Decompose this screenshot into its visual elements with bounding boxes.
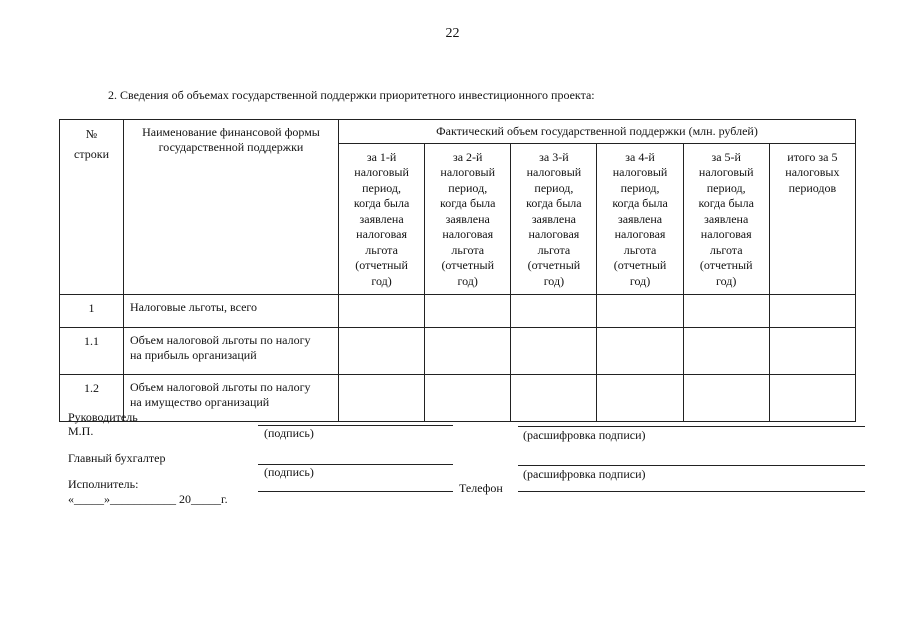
value-cell[interactable] xyxy=(425,375,511,422)
value-cell[interactable] xyxy=(769,328,855,375)
head-decode-caption: (расшифровка подписи) xyxy=(523,428,646,442)
value-cell[interactable] xyxy=(683,295,769,328)
value-cell[interactable] xyxy=(597,295,683,328)
value-cell[interactable] xyxy=(339,328,425,375)
value-cell[interactable] xyxy=(769,375,855,422)
page-number: 22 xyxy=(445,26,460,41)
value-cell[interactable] xyxy=(425,295,511,328)
header-period-3: за 3-й налоговый период, когда была заявлена налоговая льгота (отчетный год) xyxy=(511,143,597,294)
executor-label: Исполнитель: xyxy=(68,477,139,491)
head-decode-line[interactable] xyxy=(518,426,865,427)
value-cell[interactable] xyxy=(339,295,425,328)
header-period-4: за 4-й налоговый период, когда была заявлена налоговая льгота (отчетный год) xyxy=(597,143,683,294)
support-volume-table xyxy=(59,119,856,422)
accountant-decode-line[interactable] xyxy=(518,465,865,466)
value-cell[interactable] xyxy=(511,375,597,422)
header-period-2: за 2-й налоговый период, когда была заявлена налоговая льгота (отчетный год) xyxy=(425,143,511,294)
table-row: 1.1 Объем налоговой льготы по налогу на прибыль организаций xyxy=(60,328,856,375)
head-signature-caption: (подпись) xyxy=(264,426,314,440)
value-cell[interactable] xyxy=(683,375,769,422)
table-row: 1 Налоговые льготы, всего xyxy=(60,295,856,328)
header-period-6: итого за 5 налоговых периодов xyxy=(769,143,855,294)
value-cell[interactable] xyxy=(769,295,855,328)
chief-accountant-label: Главный бухгалтер xyxy=(68,451,166,465)
value-cell[interactable] xyxy=(511,295,597,328)
section-title: 2. Сведения об объемах государственной поддержки приоритетного инвестиционного проекта: xyxy=(108,88,595,102)
value-cell[interactable] xyxy=(597,328,683,375)
date-line[interactable]: «_____»___________ 20_____г. xyxy=(68,492,228,506)
header-period-1: за 1-й налоговый период, когда была заявлена налоговая льгота (отчетный год) xyxy=(339,143,425,294)
executor-line[interactable] xyxy=(258,491,453,492)
head-label: Руководитель xyxy=(68,410,138,424)
header-actual-support-volume: Фактический объем государственной поддержки (млн. рублей) xyxy=(339,120,856,144)
header-support-form-name: Наименование финансовой формы государственной поддержки xyxy=(124,120,339,295)
phone-label: Телефон xyxy=(459,481,503,495)
header-row-number: № строки xyxy=(60,120,124,295)
header-period-5: за 5-й налоговый период, когда была заявлена налоговая льгота (отчетный год) xyxy=(683,143,769,294)
value-cell[interactable] xyxy=(597,375,683,422)
value-cell[interactable] xyxy=(339,375,425,422)
value-cell[interactable] xyxy=(425,328,511,375)
phone-line[interactable] xyxy=(518,491,865,492)
table-row: 1.2 Объем налоговой льготы по налогу на имущество организаций xyxy=(60,375,856,422)
accountant-decode-caption: (расшифровка подписи) xyxy=(523,467,646,481)
value-cell[interactable] xyxy=(511,328,597,375)
accountant-signature-caption: (подпись) xyxy=(264,465,314,479)
value-cell[interactable] xyxy=(683,328,769,375)
stamp-label: М.П. xyxy=(68,424,94,438)
